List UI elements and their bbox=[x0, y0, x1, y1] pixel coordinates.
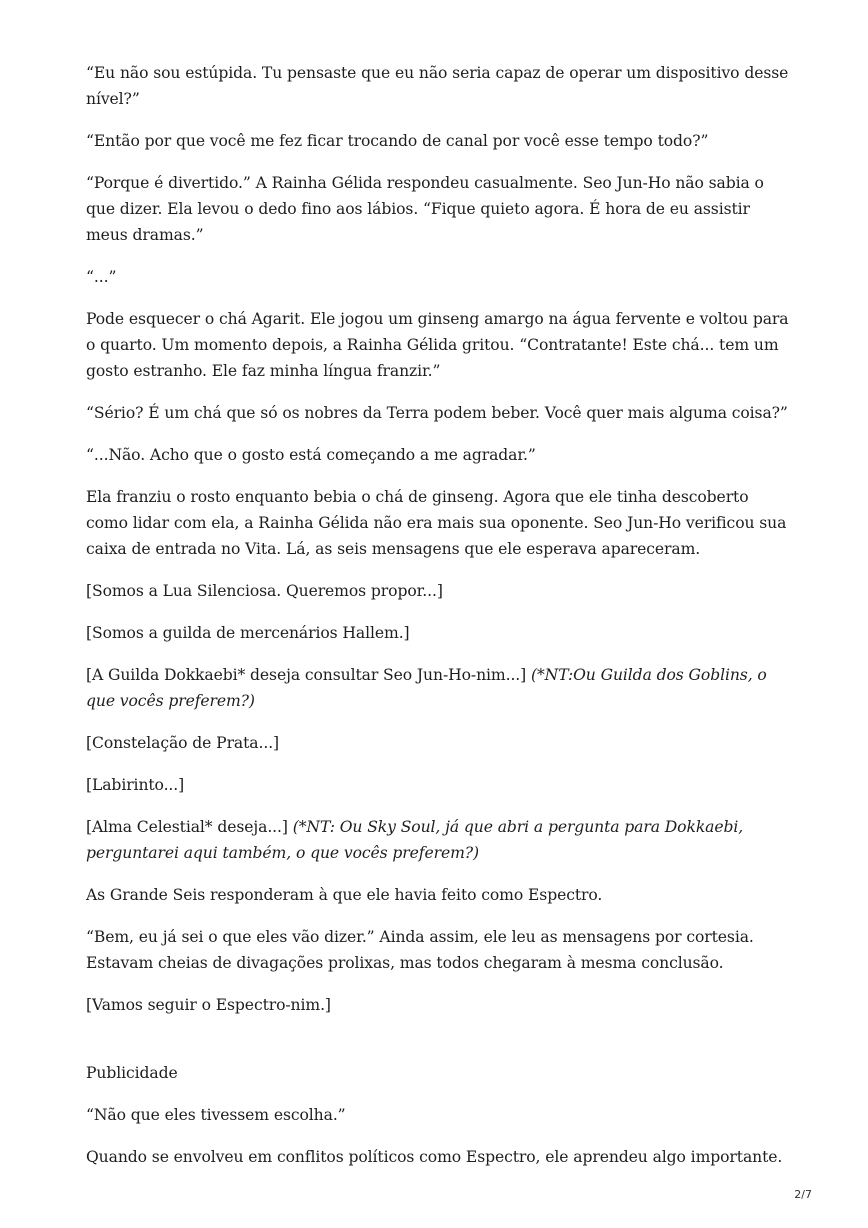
message-text: [Alma Celestial* deseja...] bbox=[86, 818, 288, 836]
paragraph: “Bem, eu já sei o que eles vão dizer.” Ainda assim, ele leu as mensagens por cortesia. Estavam cheias de divagações prolixas, mas todos chegaram à mesma conclusão. bbox=[86, 928, 754, 972]
paragraph: “Então por que você me fez ficar trocando de canal por você esse tempo todo?” bbox=[86, 132, 709, 150]
translator-note: (*NT:Ou Guilda dos Goblins, o que vocês preferem?) bbox=[86, 666, 767, 710]
page-number: 2/7 bbox=[794, 1188, 812, 1201]
paragraph: Ela franziu o rosto enquanto bebia o chá de ginseng. Agora que ele tinha descoberto como lidar com ela, a Rainha Gélida não era mais sua oponente. Seo Jun-Ho verificou sua caixa de entrada no Vita. Lá, as seis mensagens que ele esperava apareceram. bbox=[86, 488, 787, 558]
paragraph: “Porque é divertido.” A Rainha Gélida respondeu casualmente. Seo Jun-Ho não sabia o que dizer. Ela levou o dedo fino aos lábios. “Fique quieto agora. É hora de eu assistir meus dramas.” bbox=[86, 174, 764, 244]
paragraph: “Sério? É um chá que só os nobres da Terra podem beber. Você quer mais alguma coisa?” bbox=[86, 404, 788, 422]
message-line: [Vamos seguir o Espectro-nim.] bbox=[86, 996, 331, 1014]
paragraph: “Não que eles tivessem escolha.” bbox=[86, 1106, 346, 1124]
paragraph: Pode esquecer o chá Agarit. Ele jogou um ginseng amargo na água fervente e voltou para o quarto. Um momento depois, a Rainha Gélida gritou. “Contratante! Este chá... tem um gosto estranho. Ele faz minha língua franzir.” bbox=[86, 310, 789, 380]
paragraph: “...” bbox=[86, 268, 117, 286]
message-text: [A Guilda Dokkaebi* deseja consultar Seo Jun-Ho-nim...] bbox=[86, 666, 527, 684]
message-line-with-note bbox=[86, 814, 792, 866]
advertisement-label: Publicidade bbox=[86, 1064, 178, 1082]
message-line: [Constelação de Prata...] bbox=[86, 734, 280, 752]
paragraph: As Grande Seis responderam à que ele havia feito como Espectro. bbox=[86, 886, 603, 904]
spacer bbox=[86, 1034, 792, 1060]
message-line: [Labirinto...] bbox=[86, 776, 185, 794]
paragraph: “Eu não sou estúpida. Tu pensaste que eu não seria capaz de operar um dispositivo desse nível?” bbox=[86, 64, 789, 108]
message-line: [Somos a Lua Silenciosa. Queremos propor...] bbox=[86, 582, 443, 600]
message-line: [Somos a guilda de mercenários Hallem.] bbox=[86, 624, 410, 642]
paragraph: “...Não. Acho que o gosto está começando a me agradar.” bbox=[86, 446, 536, 464]
message-line-with-note bbox=[86, 662, 792, 714]
translator-note: (*NT: Ou Sky Soul, já que abri a pergunta para Dokkaebi, perguntarei aqui também, o que vocês preferem?) bbox=[86, 818, 744, 862]
paragraph: Quando se envolveu em conflitos políticos como Espectro, ele aprendeu algo importante. bbox=[86, 1148, 783, 1166]
document-body bbox=[86, 60, 792, 1186]
